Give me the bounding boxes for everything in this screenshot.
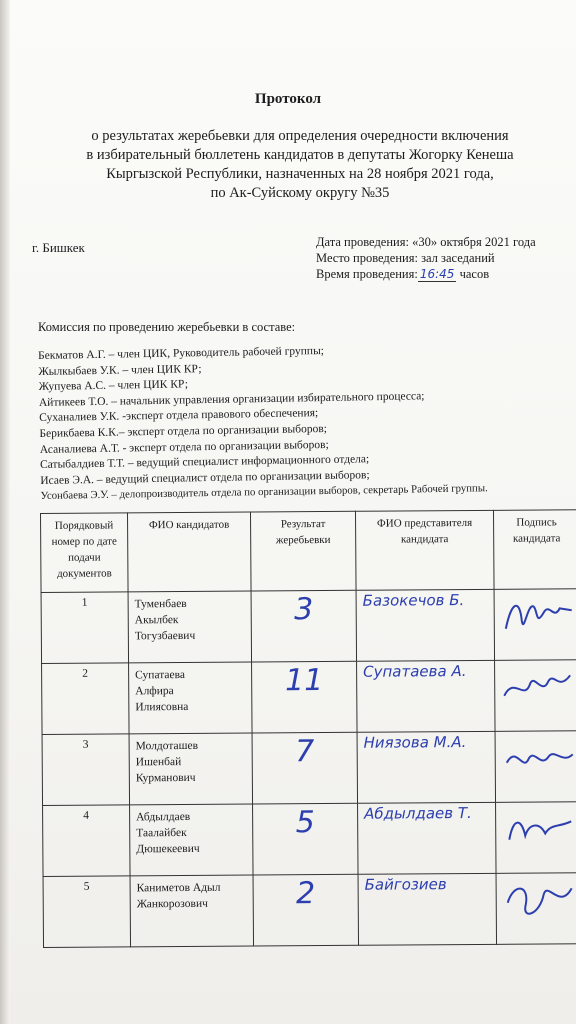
table-row [42,731,576,806]
table-row [43,873,576,948]
name-line: Жанкорозович [136,897,208,911]
draw-result [251,590,356,662]
page-edge-shadow [0,0,10,1024]
result-value: 2 [295,876,316,912]
representative-handwriting: Супатаева А. [363,662,467,681]
name-line: Таалайбек [136,826,187,840]
commission-members [38,340,571,505]
candidate-name [129,662,252,734]
representative-name [357,660,495,732]
result-value: 11 [284,663,324,699]
name-line: Молдоташев [135,739,199,753]
candidate-name [128,591,251,663]
result-value: 7 [295,734,315,770]
row-number: 2 [42,663,129,735]
result-value: 5 [295,805,315,841]
representative-name [358,802,496,874]
subtitle-line: Кыргызской Республики, назначенных на 28 ноября 2021 года, [106,166,494,182]
member-item: Усонбаева Э.У. – делопроизводитель отдела по организации выборов, секретарь Рабочей группы. [40,482,488,503]
subtitle-line: о результатах жеребьевки для определения очередности включения [91,128,509,144]
header-result: Результат жеребьевки [250,511,356,591]
member-item: Асаналиева А.Т. - эксперт отдела по организации выборов; [39,438,329,456]
member-item: Бекматов А.Г. – член ЦИК, Руководитель рабочей группы; [38,345,325,362]
result-value: 3 [294,592,314,628]
signature-scribble [499,874,576,925]
representative-handwriting: Базокечов Б. [362,591,465,610]
candidate-name [130,875,253,947]
candidate-signature [496,873,576,945]
name-line: Каниметов Адыл [136,881,221,895]
name-line: Алфира [135,685,174,698]
city: г. Бишкек [32,240,85,255]
member-item: Сатыбалдиев Т.Т. – ведущий специалист информационного отдела; [39,453,370,472]
signature-scribble [499,803,576,854]
row-number: 5 [43,876,130,948]
document-title: Протокол [254,91,322,107]
draw-result [253,874,358,946]
name-line: Абдылдаев [136,810,191,824]
meeting-time [316,266,536,282]
draw-result [252,732,357,804]
representative-name [358,873,496,945]
candidate-signature [496,802,576,874]
candidate-name [129,733,252,805]
name-line: Дюшекеевич [136,842,200,856]
name-line: Курманович [135,771,196,785]
signature-scribble [498,661,576,712]
document-subtitle [40,127,560,203]
candidate-signature [495,660,576,732]
candidate-signature [495,731,576,803]
header-number: Порядковый номер по дате подачи документов [41,513,129,593]
member-item: Исаев Э.А. – ведущий специалист отдела по организации выборов; [40,468,370,487]
header-representative: ФИО представителя кандидата [355,510,494,590]
representative-name [356,589,494,661]
meeting-date: Дата проведения: «30» октября 2021 года [316,235,536,249]
representative-handwriting: Абдылдаев Т. [364,803,472,823]
results-table [40,509,576,948]
table-header-row [41,510,576,593]
table-row [41,589,576,664]
member-item: Жылкыбаев У.К. – член ЦИК КР; [38,362,202,378]
name-line: Супатаева [135,668,186,682]
table-row [42,660,576,735]
representative-handwriting: Байгозиев [364,875,447,894]
row-number: 3 [42,734,129,806]
time-unit: часов [459,267,490,281]
draw-result [253,803,358,875]
candidate-signature [494,589,576,661]
commission-heading: Комиссия по проведению жеребьевки в составе: [38,320,296,334]
table-row [43,802,576,877]
representative-name [357,731,495,803]
subtitle-line: по Ак-Суйскому округу №35 [210,185,390,201]
candidate-name [130,804,253,876]
header-candidate: ФИО кандидатов [128,512,252,592]
name-line: Тогузбаевич [134,629,196,643]
meeting-place: Место проведения: зал заседаний [316,251,495,265]
header-signature: Подпись кандидата [493,510,576,590]
meeting-meta [316,234,536,282]
row-number: 4 [43,805,130,877]
member-item: Айтикеев Т.О. – начальник управления организации избирательного процесса; [38,390,425,409]
name-line: Ишенбай [135,756,182,769]
name-line: Туменбаев [134,597,187,611]
time-value: 16:45 [419,267,455,281]
subtitle-line: в избирательный бюллетень кандидатов в депутаты Жогорку Кенеша [86,147,514,163]
signature-scribble [497,590,576,641]
row-number: 1 [41,592,128,664]
member-item: Суханалиев У.К. -эксперт отдела правового обеспечения; [39,407,319,425]
name-line: Акылбек [134,614,179,627]
member-item: Жупуева А.С. – член ЦИК КР; [38,378,189,394]
time-label: Время проведения: [316,267,418,281]
signature-scribble [498,732,576,783]
draw-result [252,661,357,733]
name-line: Илиясовна [135,700,189,714]
member-item: Берикбаева К.К.– эксперт отдела по организации выборов; [39,422,328,440]
representative-handwriting: Ниязова М.А. [363,733,467,752]
